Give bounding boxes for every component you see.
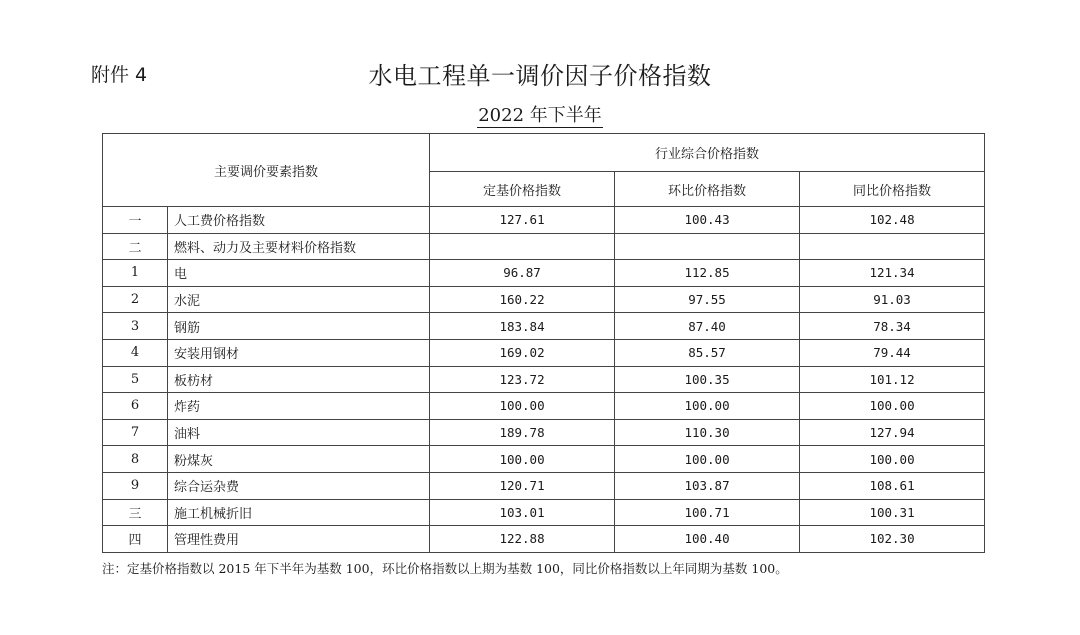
header-yoy-index: 同比价格指数 bbox=[800, 172, 985, 207]
table-row bbox=[103, 446, 985, 473]
fixed-base-index-cell: 189.78 bbox=[430, 419, 615, 446]
period-subtitle bbox=[0, 101, 1080, 127]
fixed-base-index-cell: 123.72 bbox=[430, 366, 615, 393]
table-row bbox=[103, 419, 985, 446]
chain-index-cell: 87.40 bbox=[615, 313, 800, 340]
table-row bbox=[103, 472, 985, 499]
yoy-index-cell: 78.34 bbox=[800, 313, 985, 340]
footnote: 注：定基价格指数以 2015 年下半年为基数 100，环比价格指数以上期为基数 100，同比价格指数以上年同期为基数 100。 bbox=[102, 561, 788, 576]
page-title: 水电工程单一调价因子价格指数 bbox=[368, 62, 712, 90]
factor-name-cell: 电 bbox=[168, 260, 430, 287]
chain-index-cell: 110.30 bbox=[615, 419, 800, 446]
price-index-table bbox=[102, 133, 985, 553]
factor-name-cell: 燃料、动力及主要材料价格指数 bbox=[168, 233, 430, 260]
chain-index-cell: 103.87 bbox=[615, 472, 800, 499]
row-number-cell: 四 bbox=[103, 526, 168, 553]
factor-name-cell: 人工费价格指数 bbox=[168, 207, 430, 234]
row-number-cell: 1 bbox=[103, 260, 168, 287]
fixed-base-index-cell bbox=[430, 233, 615, 260]
header-industry-index: 行业综合价格指数 bbox=[430, 134, 985, 172]
table-body bbox=[103, 207, 985, 553]
fixed-base-index-cell: 169.02 bbox=[430, 339, 615, 366]
table-row bbox=[103, 233, 985, 260]
header-main-factor: 主要调价要素指数 bbox=[103, 134, 430, 207]
yoy-index-cell bbox=[800, 233, 985, 260]
fixed-base-index-cell: 120.71 bbox=[430, 472, 615, 499]
chain-index-cell: 100.43 bbox=[615, 207, 800, 234]
factor-name-cell: 水泥 bbox=[168, 286, 430, 313]
period-subtitle-text: 2022 年下半年 bbox=[478, 105, 602, 126]
yoy-index-cell: 101.12 bbox=[800, 366, 985, 393]
table-row bbox=[103, 339, 985, 366]
chain-index-cell: 100.71 bbox=[615, 499, 800, 526]
row-number-cell: 5 bbox=[103, 366, 168, 393]
factor-name-cell: 综合运杂费 bbox=[168, 472, 430, 499]
table-row bbox=[103, 393, 985, 420]
chain-index-cell: 100.35 bbox=[615, 366, 800, 393]
row-number-cell: 4 bbox=[103, 339, 168, 366]
chain-index-cell: 97.55 bbox=[615, 286, 800, 313]
fixed-base-index-cell: 122.88 bbox=[430, 526, 615, 553]
header-fixed-base-index: 定基价格指数 bbox=[430, 172, 615, 207]
factor-name-cell: 板枋材 bbox=[168, 366, 430, 393]
attachment-label: 附件 4 bbox=[91, 64, 148, 86]
row-number-cell: 三 bbox=[103, 499, 168, 526]
yoy-index-cell: 91.03 bbox=[800, 286, 985, 313]
yoy-index-cell: 121.34 bbox=[800, 260, 985, 287]
table-row bbox=[103, 313, 985, 340]
fixed-base-index-cell: 127.61 bbox=[430, 207, 615, 234]
table-row bbox=[103, 366, 985, 393]
fixed-base-index-cell: 103.01 bbox=[430, 499, 615, 526]
row-number-cell: 7 bbox=[103, 419, 168, 446]
table-row bbox=[103, 499, 985, 526]
row-number-cell: 9 bbox=[103, 472, 168, 499]
yoy-index-cell: 79.44 bbox=[800, 339, 985, 366]
yoy-index-cell: 102.30 bbox=[800, 526, 985, 553]
table-row bbox=[103, 260, 985, 287]
factor-name-cell: 油料 bbox=[168, 419, 430, 446]
chain-index-cell: 112.85 bbox=[615, 260, 800, 287]
factor-name-cell: 管理性费用 bbox=[168, 526, 430, 553]
yoy-index-cell: 102.48 bbox=[800, 207, 985, 234]
table-row bbox=[103, 207, 985, 234]
row-number-cell: 二 bbox=[103, 233, 168, 260]
chain-index-cell bbox=[615, 233, 800, 260]
row-number-cell: 8 bbox=[103, 446, 168, 473]
yoy-index-cell: 127.94 bbox=[800, 419, 985, 446]
chain-index-cell: 100.00 bbox=[615, 446, 800, 473]
row-number-cell: 6 bbox=[103, 393, 168, 420]
yoy-index-cell: 100.31 bbox=[800, 499, 985, 526]
row-number-cell: 一 bbox=[103, 207, 168, 234]
factor-name-cell: 施工机械折旧 bbox=[168, 499, 430, 526]
fixed-base-index-cell: 183.84 bbox=[430, 313, 615, 340]
row-number-cell: 3 bbox=[103, 313, 168, 340]
header-chain-index: 环比价格指数 bbox=[615, 172, 800, 207]
factor-name-cell: 安装用钢材 bbox=[168, 339, 430, 366]
yoy-index-cell: 100.00 bbox=[800, 393, 985, 420]
fixed-base-index-cell: 100.00 bbox=[430, 393, 615, 420]
fixed-base-index-cell: 96.87 bbox=[430, 260, 615, 287]
table-row bbox=[103, 286, 985, 313]
factor-name-cell: 粉煤灰 bbox=[168, 446, 430, 473]
fixed-base-index-cell: 160.22 bbox=[430, 286, 615, 313]
yoy-index-cell: 100.00 bbox=[800, 446, 985, 473]
fixed-base-index-cell: 100.00 bbox=[430, 446, 615, 473]
factor-name-cell: 炸药 bbox=[168, 393, 430, 420]
factor-name-cell: 钢筋 bbox=[168, 313, 430, 340]
chain-index-cell: 100.00 bbox=[615, 393, 800, 420]
chain-index-cell: 100.40 bbox=[615, 526, 800, 553]
yoy-index-cell: 108.61 bbox=[800, 472, 985, 499]
chain-index-cell: 85.57 bbox=[615, 339, 800, 366]
table-row bbox=[103, 526, 985, 553]
row-number-cell: 2 bbox=[103, 286, 168, 313]
